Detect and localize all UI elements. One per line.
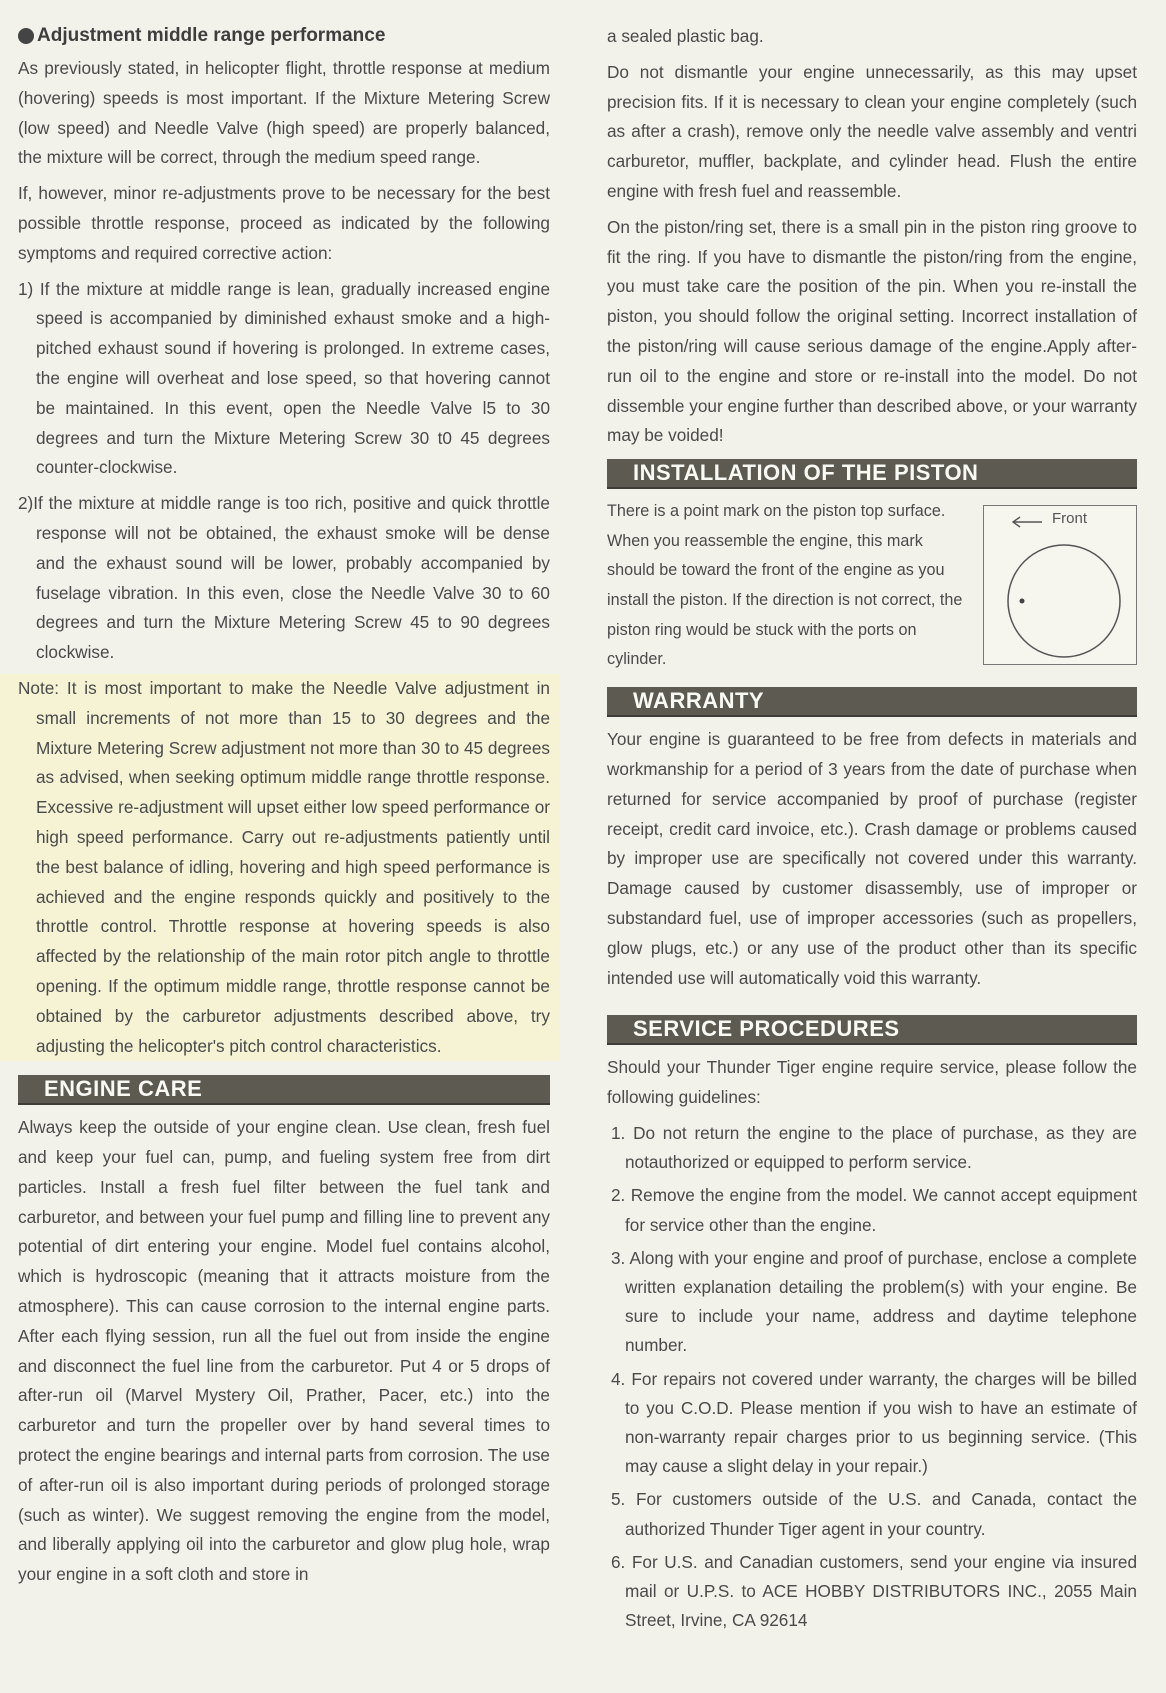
lean-mixture-item: 1) If the mixture at middle range is lean, gradually increased engine speed is accompanied by diminished exhaust smoke and a high-pitched exhaust sound if hovering is prolonged. In extreme cases, the engine will overheat and lose speed, so that hovering cannot be maintained. In this event, open the Needle Valve l5 to 30 degrees and turn the Mixture Metering Screw 30 t0 45 degrees counter-clockwise. [18,278,550,478]
piston-diagram-graphic [984,506,1136,664]
warranty-text: Your engine is guaranteed to be free from defects in materials and workmanship for a period of 3 years from the date of purchase when returned for service accompanied by proof of purchase (register receipt, credit card invoice, etc.). Crash damage or problems caused by improper use are specifically not covered under this warranty. Damage caused by customer disassembly, use of improper or substandard fuel, use of improper accessories (such as propellers, glow plugs, etc.) or any use of the product other than its specific intended use will automatically void this warranty. [607,729,1137,988]
service-item: 1. Do not return the engine to the place of purchase, as they are notauthorized or equipped to perform service. [611,1122,1137,1173]
engine-care-heading: ENGINE CARE [18,1075,550,1105]
middle-range-symptoms-intro: If, however, minor re-adjustments prove to be necessary for the best possible throttle response, proceed as indicated by the following symptoms and required corrective action: [18,183,550,263]
service-item: 4. For repairs not covered under warranty, the charges will be billed to you C.O.D. Please mention if you wish to have an estimate of non-warranty repair charges prior to us beginning service. (This may cause a slight delay in your repair.) [611,1368,1137,1477]
piston-circle [1008,545,1120,657]
service-item: 3. Along with your engine and proof of purchase, enclose a complete written explanation detailing the problem(s) with your engine. Be sure to include your name, address and daytime telephone number. [611,1247,1137,1356]
service-item: 2. Remove the engine from the model. We cannot accept equipment for service other than the engine. [611,1185,1137,1235]
engine-care-text: Always keep the outside of your engine clean. Use clean, fresh fuel and keep your fuel can, pump, and fueling system free from dirt particles. Install a fresh fuel filter between the fuel tank and carburetor, and between your fuel pump and filling line to prevent any potential of dirt entering your engine. Model fuel contains alcohol, which is hydroscopic (meaning that it attracts moisture from the atmosphere). This can cause corrosion to the internal engine parts. After each flying session, run all the fuel out from inside the engine and disconnect the fuel line from the carburetor. Put 4 or 5 drops of after-run oil (Marvel Mystery Oil, Prather, Pacer, etc.) into the carburetor and turn the propeller over by hand several times to protect the engine bearings and internal parts from corrosion. The use of after-run oil is also important during periods of prolonged storage (such as winter). We suggest removing the engine from the model, and liberally applying oil into the carburetor and glow plug hole, wrap your engine in a soft cloth and store in [18,1117,550,1585]
installation-text: There is a point mark on the piston top surface. When you reassemble the engine, this mark should be toward the front of the engine as you install the piston. If the direction is not correct, the piston ring would be stuck with the ports on cylinder. [607,502,963,669]
piston-diagram [983,505,1137,665]
adjustment-note-text: Note: It is most important to make the Needle Valve adjustment in small increments of not more than 15 to 30 degrees and the Mixture Metering Screw adjustment not more than 30 to 45 degrees as advised, when seeking optimum middle range throttle response. Excessive re-adjustment will upset either low speed performance or high speed performance. Carry out re-adjustments patiently until the best balance of idling, hovering and high speed performance is achieved and the engine responds quickly and positively to the throttle control. Throttle response at hovering speeds is also affected by the relationship of the main rotor pitch angle to throttle opening. If the optimum middle range, throttle response cannot be obtained by the carburetor adjustments described above, try adjusting the helicopter's pitch control characteristics. [18,677,550,1056]
service-item: 5. For customers outside of the U.S. and Canada, contact the authorized Thunder Tiger agent in your country. [611,1489,1137,1539]
dismantle-text: Do not dismantle your engine unnecessarily, as this may upset precision fits. If it is necessary to clean your engine completely (such as after a crash), remove only the needle valve assembly and ventri carburetor, muffler, backplate, and cylinder head. Flush the entire engine with fresh fuel and reassemble. [607,61,1137,201]
service-list [607,1119,1137,1635]
middle-range-heading-text: Adjustment middle range performance [37,25,386,46]
piston-ring-text: On the piston/ring set, there is a small pin in the piston ring groove to fit the ring. If you have to dismantle the piston/ring from the engine, you must take care the position of the pin. When you re-install the piston, you should follow the original setting. Incorrect installation of the piston/ring will cause serious damage of the engine.Apply after-run oil to the engine and store or re-install into the model. Do not dissemble your engine further than described above, or your warranty may be voided! [607,216,1137,446]
right-column [607,22,1137,1639]
installation-text-wrap [607,497,969,681]
point-mark-icon [1020,599,1025,604]
warranty-heading: WARRANTY [607,687,1137,717]
adjustment-note [0,674,560,1061]
rich-mixture-item: 2)If the mixture at middle range is too rich, positive and quick throttle response will not be obtained, the exhaust smoke will be dense and the exhaust sound will be lower, probably accompanied by fuselage vibration. In this even, close the Needle Valve 30 to 60 degrees and turn the Mixture Metering Screw 45 to 90 degrees clockwise. [18,493,550,663]
middle-range-heading [18,22,550,50]
service-item: 6. For U.S. and Canadian customers, send your engine via insured mail or U.P.S. to ACE HOBBY DISTRIBUTORS INC., 2055 Main Street, Irvine, CA 92614 [611,1551,1137,1631]
middle-range-intro: As previously stated, in helicopter flight, throttle response at medium (hovering) speeds is most important. If the Mixture Metering Screw (low speed) and Needle Valve (high speed) are properly balanced, the mixture will be correct, through the medium speed range. [18,58,550,168]
front-label: Front [1052,510,1088,528]
installation-heading: INSTALLATION OF THE PISTON [607,459,1137,489]
left-column [18,22,550,1596]
service-heading: SERVICE PROCEDURES [607,1015,1137,1045]
installation-section [607,497,1137,669]
bullet-dot-icon [18,28,34,44]
storage-continued-text: a sealed plastic bag. [607,26,764,46]
service-intro: Should your Thunder Tiger engine require service, please follow the following guidelines: [607,1057,1137,1108]
